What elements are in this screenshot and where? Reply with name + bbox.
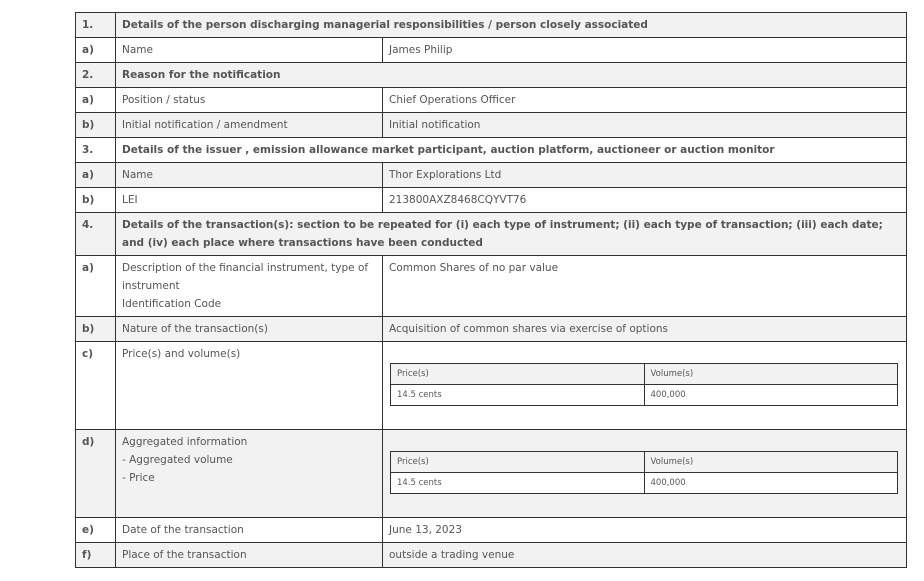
row-number: a) [76,163,116,188]
table-row [76,163,907,188]
row-value: Initial notification [383,113,907,138]
table-row [76,518,907,543]
price-value: 14.5 cents [391,473,645,494]
row-label [116,188,383,213]
row-number: 1. [76,13,116,38]
row-label [116,113,383,138]
row-value: June 13, 2023 [383,518,907,543]
row-number: b) [76,113,116,138]
label-line: Date of the transaction [122,524,244,536]
volume-value: 400,000 [644,473,898,494]
row-value: Thor Explorations Ltd [383,163,907,188]
label-line: - Price [122,472,155,484]
label-line: Price(s) and volume(s) [122,348,241,360]
price-volume-table [390,451,898,494]
row-value: James Philip [383,38,907,63]
price-volume-cell [383,430,907,518]
row-label [116,518,383,543]
price-value: 14.5 cents [391,385,645,406]
section-title: Details of the person discharging managerial responsibilities / person closely associated [116,13,907,38]
row-number: e) [76,518,116,543]
row-number: c) [76,342,116,430]
price-header: Price(s) [391,452,645,473]
table-row [76,317,907,342]
section-title: Details of the issuer , emission allowance market participant, auction platform, auctioneer or auction monitor [116,138,907,163]
table-row [76,88,907,113]
row-label [116,88,383,113]
row-number: b) [76,188,116,213]
section-row [76,13,907,38]
label-line: Position / status [122,94,206,106]
row-number: 4. [76,213,116,256]
row-number: d) [76,430,116,518]
row-label [116,543,383,568]
label-line: - Aggregated volume [122,454,233,466]
price-volume-table [390,363,898,406]
row-number: 2. [76,63,116,88]
price-volume-cell [383,342,907,430]
row-label [116,256,383,317]
section-title: Details of the transaction(s): section to be repeated for (i) each type of instrument; (ii) each type of transaction; (iii) each date; and (iv) each place where transactions have been conducted [116,213,907,256]
row-value: 213800AXZ8468CQYVT76 [383,188,907,213]
table-row [76,543,907,568]
row-label [116,163,383,188]
section-row [76,138,907,163]
label-line: Description of the financial instrument, type of instrument [122,262,369,292]
row-value: Chief Operations Officer [383,88,907,113]
table-row [76,430,907,518]
table-row [76,256,907,317]
section-title: Reason for the notification [116,63,907,88]
row-number: a) [76,38,116,63]
row-value: Acquisition of common shares via exercise of options [383,317,907,342]
table-row [76,342,907,430]
label-line: LEI [122,194,138,206]
row-label [116,38,383,63]
label-line: Initial notification / amendment [122,119,288,131]
table-row [76,188,907,213]
row-number: 3. [76,138,116,163]
volume-header: Volume(s) [644,452,898,473]
label-line: Name [122,169,153,181]
row-label [116,317,383,342]
row-label [116,342,383,430]
volume-value: 400,000 [644,385,898,406]
row-label [116,430,383,518]
row-number: a) [76,256,116,317]
pdmr-notification-table [75,12,907,568]
table-row [76,113,907,138]
row-number: b) [76,317,116,342]
row-number: a) [76,88,116,113]
price-header: Price(s) [391,364,645,385]
row-number: f) [76,543,116,568]
table-row [76,38,907,63]
label-line: Identification Code [122,298,222,310]
section-row [76,213,907,256]
label-line: Place of the transaction [122,549,247,561]
row-value: Common Shares of no par value [383,256,907,317]
label-line: Name [122,44,153,56]
volume-header: Volume(s) [644,364,898,385]
label-line: Aggregated information [122,436,248,448]
row-value: outside a trading venue [383,543,907,568]
label-line: Nature of the transaction(s) [122,323,268,335]
section-row [76,63,907,88]
